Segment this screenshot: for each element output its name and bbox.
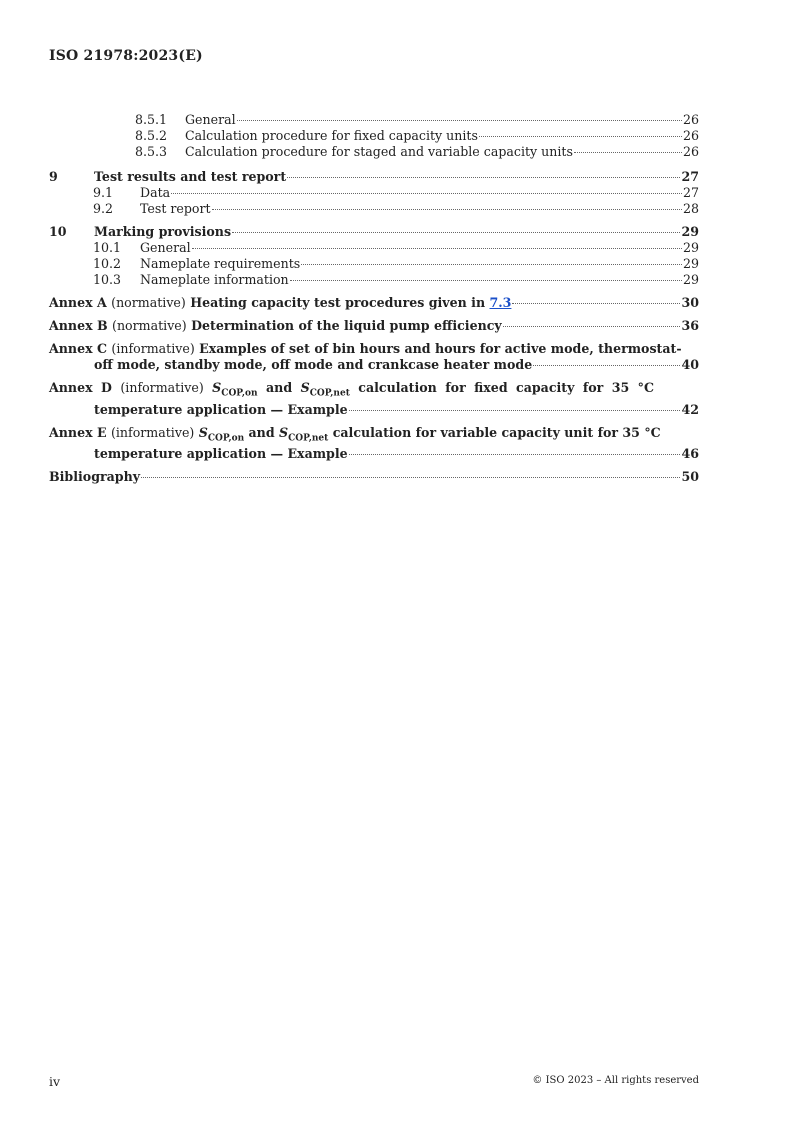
toc-title: Test results and test report: [94, 169, 287, 184]
annex-label: Annex E: [49, 424, 107, 440]
toc-title: Nameplate information: [140, 272, 289, 287]
annex-title: Heating capacity test procedures given in: [190, 295, 486, 310]
toc-entry-annex-c[interactable]: [49, 341, 699, 373]
annex-label: Annex A: [49, 295, 107, 310]
annex-label: Annex D: [49, 380, 112, 395]
dot-leader: [171, 193, 682, 194]
toc-entry-10-3[interactable]: [49, 272, 699, 288]
toc-entry-annex-a[interactable]: [49, 295, 699, 311]
dot-leader: [503, 326, 681, 327]
toc-page: 46: [681, 446, 699, 462]
annex-title: calculation for fixed capacity for 35 °C: [358, 380, 655, 395]
toc-entry-10-1[interactable]: [49, 240, 699, 256]
toc-title: Data: [140, 185, 171, 200]
annex-title: Determination of the liquid pump efficiency: [191, 318, 502, 333]
toc-entry-9-2[interactable]: [49, 201, 699, 217]
annex-heading: [49, 341, 699, 357]
toc-title: General: [185, 112, 236, 127]
annex-label: Annex C: [49, 341, 108, 356]
toc-entry-8-5-3[interactable]: [49, 144, 699, 160]
symbol-s: $S_{COP,on}$: [212, 380, 258, 399]
annex-title: calculation for variable capacity unit for 35 °C: [332, 424, 661, 440]
toc-number: 8.5.2: [135, 128, 168, 143]
dot-leader: [574, 152, 682, 153]
toc-entry-9-1[interactable]: [49, 185, 699, 201]
toc-number: 9.1: [93, 185, 114, 200]
toc-page: 27: [682, 185, 699, 200]
toc-number: 10: [49, 224, 67, 239]
symbol-s: $S_{COP,net}$: [300, 380, 350, 399]
toc-number: 10.2: [93, 256, 122, 271]
annex-kind: (informative): [120, 380, 204, 395]
toc-entry-annex-b[interactable]: [49, 318, 699, 334]
annex-title-line2: off mode, standby mode, off mode and crankcase heater mode: [94, 357, 533, 372]
conjunction: and: [266, 380, 293, 395]
copyright-notice: © ISO 2023 – All rights reserved: [532, 1075, 699, 1086]
toc-entry-annex-d[interactable]: [49, 380, 699, 418]
toc-entry-9[interactable]: [49, 169, 699, 185]
annex-title-line2: temperature application — Example: [94, 401, 348, 417]
dot-leader: [212, 209, 682, 210]
toc-page: 40: [681, 357, 699, 372]
toc-page: 50: [681, 469, 699, 485]
annex-heading: [49, 380, 654, 402]
toc-title: Marking provisions: [94, 224, 232, 239]
toc-entry-bibliography[interactable]: [49, 469, 699, 485]
annex-label: Annex B: [49, 318, 108, 333]
annex-heading: [49, 295, 511, 311]
annex-heading: [49, 425, 699, 447]
toc-page: 26: [682, 112, 699, 127]
toc-page: 29: [682, 256, 699, 271]
annex-kind: (normative): [112, 318, 187, 333]
annex-title-continuation: [49, 402, 699, 418]
annex-kind: (informative): [111, 341, 195, 356]
annex-title: Examples of set of bin hours and hours for active mode, thermostat-: [199, 341, 682, 356]
toc-number: 10.1: [93, 240, 122, 255]
toc-number: 8.5.3: [135, 144, 168, 159]
toc-title: General: [140, 240, 191, 255]
toc-entry-10-2[interactable]: [49, 256, 699, 272]
document-code: ISO 21978:2023(E): [49, 48, 203, 64]
symbol-s: $S_{COP,on}$: [198, 424, 245, 444]
toc-page: 29: [681, 224, 699, 239]
toc-page: 29: [682, 272, 699, 287]
dot-leader: [533, 365, 680, 366]
annex-title-continuation: [49, 357, 699, 373]
toc-number: 10.3: [93, 272, 122, 287]
dot-leader: [192, 248, 682, 249]
toc-number: 9.2: [93, 201, 114, 216]
toc-number: 8.5.1: [135, 112, 168, 127]
toc-entry-8-5-1[interactable]: [49, 112, 699, 128]
toc-title: Calculation procedure for staged and variable capacity units: [185, 144, 573, 159]
toc-title: Test report: [140, 201, 211, 216]
dot-leader: [237, 120, 682, 121]
symbol-s: $S_{COP,net}$: [279, 424, 329, 444]
toc-page: 26: [682, 144, 699, 159]
toc-number: 9: [49, 169, 58, 184]
toc-entry-8-5-2[interactable]: [49, 128, 699, 144]
toc-page: 29: [682, 240, 699, 255]
toc-page: 27: [681, 169, 699, 184]
dot-leader: [349, 410, 681, 411]
toc-page: 42: [681, 401, 699, 417]
annex-title-line2: temperature application — Example: [94, 446, 348, 462]
annex-kind: (informative): [110, 424, 195, 440]
toc-title: Nameplate requirements: [140, 256, 301, 271]
toc-entry-annex-e[interactable]: [49, 425, 699, 463]
dot-leader: [290, 280, 682, 281]
dot-leader: [232, 232, 680, 233]
dot-leader: [141, 477, 680, 478]
toc-page: 36: [681, 318, 699, 333]
toc-entry-10[interactable]: [49, 224, 699, 240]
dot-leader: [349, 454, 681, 455]
toc-title: Calculation procedure for fixed capacity units: [185, 128, 478, 143]
annex-kind: (normative): [111, 295, 186, 310]
dot-leader: [301, 264, 682, 265]
toc-page: 28: [682, 201, 699, 216]
dot-leader: [479, 136, 682, 137]
annex-heading: [49, 318, 502, 334]
toc-page: 26: [682, 128, 699, 143]
toc-page: 30: [681, 295, 699, 310]
dot-leader: [287, 177, 680, 178]
dot-leader: [512, 303, 680, 304]
conjunction: and: [248, 424, 275, 440]
toc-title: Bibliography: [49, 469, 141, 485]
page-number: iv: [49, 1074, 61, 1089]
table-of-contents: [49, 112, 699, 485]
annex-title-continuation: [49, 446, 699, 462]
clause-link-7-3[interactable]: 7.3: [489, 295, 512, 310]
